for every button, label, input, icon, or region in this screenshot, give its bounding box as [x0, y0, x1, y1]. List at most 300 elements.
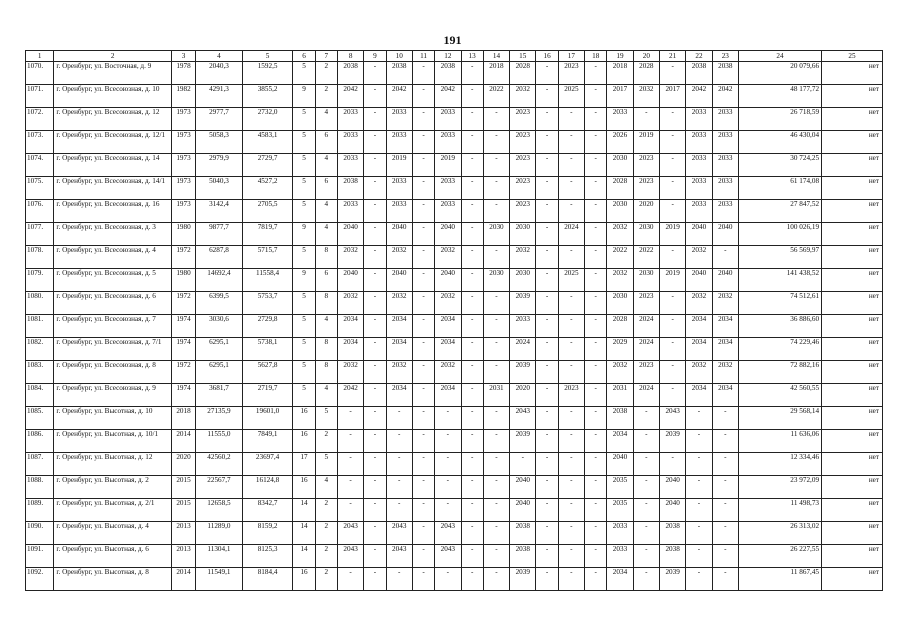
- cost-cell: 42 560,55: [738, 384, 821, 407]
- table-cell: 2032: [510, 85, 536, 108]
- table-cell: -: [536, 453, 558, 476]
- table-cell: -: [558, 407, 584, 430]
- table-cell: 2029: [607, 338, 633, 361]
- status-cell: нет: [822, 499, 883, 522]
- cost-cell: 48 177,72: [738, 85, 821, 108]
- table-cell: -: [412, 476, 434, 499]
- cost-cell: 74 229,46: [738, 338, 821, 361]
- table-cell: -: [536, 522, 558, 545]
- table-cell: -: [536, 223, 558, 246]
- table-cell: 5: [293, 292, 315, 315]
- address-cell: г. Оренбург, ул. Высотная, д. 2: [54, 476, 172, 499]
- table-cell: 11289,0: [196, 522, 243, 545]
- table-cell: -: [483, 108, 509, 131]
- table-cell: -: [461, 384, 483, 407]
- table-cell: -: [412, 177, 434, 200]
- table-cell: 1592,5: [242, 62, 293, 85]
- table-cell: 2040: [337, 269, 363, 292]
- table-cell: -: [585, 108, 607, 131]
- table-cell: 2024: [558, 223, 584, 246]
- table-cell: 5715,7: [242, 246, 293, 269]
- table-cell: -: [558, 430, 584, 453]
- status-cell: нет: [822, 223, 883, 246]
- address-cell: г. Оренбург, ул. Высотная, д. 8: [54, 568, 172, 591]
- table-cell: -: [712, 568, 738, 591]
- status-cell: нет: [822, 430, 883, 453]
- table-cell: -: [558, 154, 584, 177]
- row-number-cell: 1073.: [26, 131, 54, 154]
- table-cell: -: [536, 568, 558, 591]
- table-cell: -: [412, 108, 434, 131]
- table-cell: 2023: [510, 177, 536, 200]
- table-cell: -: [461, 131, 483, 154]
- table-cell: -: [585, 568, 607, 591]
- table-cell: -: [633, 108, 659, 131]
- table-cell: -: [536, 200, 558, 223]
- table-cell: -: [412, 430, 434, 453]
- table-cell: 2033: [712, 131, 738, 154]
- address-cell: г. Оренбург, ул. Высотная, д. 10: [54, 407, 172, 430]
- table-cell: 2028: [607, 315, 633, 338]
- table-cell: -: [633, 522, 659, 545]
- table-cell: 6: [315, 131, 337, 154]
- table-row: [26, 499, 883, 522]
- table-cell: -: [461, 522, 483, 545]
- cost-cell: 141 438,52: [738, 269, 821, 292]
- table-cell: -: [435, 407, 461, 430]
- table-row: [26, 108, 883, 131]
- table-cell: 2022: [607, 246, 633, 269]
- table-cell: 9: [293, 223, 315, 246]
- table-cell: -: [659, 154, 685, 177]
- address-cell: г. Оренбург, ул. Высотная, д. 4: [54, 522, 172, 545]
- address-cell: г. Оренбург, ул. Всесоюзная, д. 7: [54, 315, 172, 338]
- table-cell: 2023: [558, 62, 584, 85]
- table-cell: -: [364, 545, 386, 568]
- table-row: [26, 384, 883, 407]
- cost-cell: 26 227,55: [738, 545, 821, 568]
- table-cell: 2034: [337, 315, 363, 338]
- table-cell: 2034: [712, 315, 738, 338]
- table-cell: -: [364, 361, 386, 384]
- table-cell: 2034: [712, 338, 738, 361]
- column-header-1: 1: [26, 51, 54, 62]
- table-cell: -: [585, 246, 607, 269]
- status-cell: нет: [822, 246, 883, 269]
- table-cell: 2043: [386, 522, 412, 545]
- column-header-12: 12: [435, 51, 461, 62]
- table-cell: 2038: [510, 522, 536, 545]
- table-cell: 2032: [337, 292, 363, 315]
- table-cell: 2030: [607, 200, 633, 223]
- table-cell: -: [461, 269, 483, 292]
- table-cell: -: [435, 453, 461, 476]
- address-cell: г. Оренбург, ул. Всесоюзная, д. 14: [54, 154, 172, 177]
- table-cell: -: [633, 453, 659, 476]
- table-row: [26, 269, 883, 292]
- table-cell: 2028: [510, 62, 536, 85]
- table-body: [26, 62, 883, 591]
- table-cell: -: [558, 545, 584, 568]
- table-cell: -: [536, 154, 558, 177]
- row-number-cell: 1089.: [26, 499, 54, 522]
- column-header-11: 11: [412, 51, 434, 62]
- row-number-cell: 1086.: [26, 430, 54, 453]
- status-cell: нет: [822, 568, 883, 591]
- table-cell: 2034: [435, 338, 461, 361]
- table-cell: 2018: [607, 62, 633, 85]
- table-cell: 2034: [686, 315, 712, 338]
- table-cell: -: [461, 62, 483, 85]
- table-cell: -: [558, 292, 584, 315]
- table-cell: 1973: [171, 154, 195, 177]
- table-cell: -: [536, 315, 558, 338]
- table-cell: 2017: [607, 85, 633, 108]
- table-cell: -: [483, 246, 509, 269]
- address-cell: г. Оренбург, ул. Восточная, д. 9: [54, 62, 172, 85]
- column-number-row: [26, 51, 883, 62]
- status-cell: нет: [822, 269, 883, 292]
- table-cell: -: [461, 361, 483, 384]
- table-row: [26, 476, 883, 499]
- status-cell: нет: [822, 131, 883, 154]
- table-cell: 2028: [633, 62, 659, 85]
- table-cell: 8: [315, 292, 337, 315]
- cost-cell: 26 718,59: [738, 108, 821, 131]
- table-cell: 7849,1: [242, 430, 293, 453]
- table-cell: 2023: [633, 177, 659, 200]
- table-cell: -: [536, 407, 558, 430]
- table-cell: 5: [293, 62, 315, 85]
- table-cell: -: [536, 131, 558, 154]
- table-cell: 12658,5: [196, 499, 243, 522]
- table-cell: 2025: [558, 85, 584, 108]
- table-cell: 6399,5: [196, 292, 243, 315]
- table-cell: 2034: [712, 384, 738, 407]
- table-cell: 2023: [558, 384, 584, 407]
- table-cell: 2040: [712, 269, 738, 292]
- table-cell: 2032: [435, 246, 461, 269]
- table-cell: 2034: [386, 338, 412, 361]
- table-cell: 2030: [510, 269, 536, 292]
- table-cell: -: [712, 522, 738, 545]
- table-row: [26, 338, 883, 361]
- table-cell: -: [483, 292, 509, 315]
- table-cell: -: [558, 476, 584, 499]
- table-cell: 2030: [607, 154, 633, 177]
- table-cell: 2705,5: [242, 200, 293, 223]
- column-header-15: 15: [510, 51, 536, 62]
- table-cell: -: [364, 292, 386, 315]
- cost-cell: 23 972,09: [738, 476, 821, 499]
- table-cell: 2033: [607, 108, 633, 131]
- column-header-2: 2: [54, 51, 172, 62]
- table-cell: 2032: [633, 85, 659, 108]
- row-number-cell: 1081.: [26, 315, 54, 338]
- table-cell: -: [585, 499, 607, 522]
- table-cell: -: [461, 568, 483, 591]
- table-cell: -: [364, 338, 386, 361]
- table-cell: 2038: [337, 177, 363, 200]
- table-cell: -: [633, 430, 659, 453]
- column-header-17: 17: [558, 51, 584, 62]
- table-cell: 6: [315, 177, 337, 200]
- table-cell: -: [536, 545, 558, 568]
- table-cell: 2023: [510, 108, 536, 131]
- table-cell: 2034: [435, 315, 461, 338]
- table-cell: -: [686, 545, 712, 568]
- status-cell: нет: [822, 453, 883, 476]
- table-cell: -: [412, 384, 434, 407]
- table-cell: -: [483, 476, 509, 499]
- table-cell: 2017: [659, 85, 685, 108]
- table-cell: 2043: [435, 522, 461, 545]
- status-cell: нет: [822, 476, 883, 499]
- address-cell: г. Оренбург, ул. Всесоюзная, д. 7/1: [54, 338, 172, 361]
- table-cell: -: [633, 407, 659, 430]
- table-cell: 27135,9: [196, 407, 243, 430]
- table-cell: -: [558, 246, 584, 269]
- table-cell: 1973: [171, 200, 195, 223]
- table-cell: 1980: [171, 223, 195, 246]
- address-cell: г. Оренбург, ул. Высотная, д. 10/1: [54, 430, 172, 453]
- table-row: [26, 292, 883, 315]
- column-header-23: 23: [712, 51, 738, 62]
- table-cell: 2: [315, 430, 337, 453]
- table-cell: -: [364, 62, 386, 85]
- table-cell: 2019: [435, 154, 461, 177]
- status-cell: нет: [822, 108, 883, 131]
- column-header-20: 20: [633, 51, 659, 62]
- table-cell: -: [412, 200, 434, 223]
- table-cell: -: [483, 361, 509, 384]
- table-cell: 8342,7: [242, 499, 293, 522]
- table-cell: 11549,1: [196, 568, 243, 591]
- table-cell: -: [686, 476, 712, 499]
- row-number-cell: 1070.: [26, 62, 54, 85]
- table-cell: 2034: [386, 384, 412, 407]
- table-cell: 2034: [337, 338, 363, 361]
- table-cell: -: [461, 85, 483, 108]
- table-cell: 5: [293, 338, 315, 361]
- table-row: [26, 62, 883, 85]
- table-cell: -: [659, 246, 685, 269]
- table-cell: 11558,4: [242, 269, 293, 292]
- table-cell: 2: [315, 568, 337, 591]
- table-cell: 22567,7: [196, 476, 243, 499]
- register-table: [25, 50, 883, 591]
- table-cell: -: [585, 384, 607, 407]
- address-cell: г. Оренбург, ул. Всесоюзная, д. 16: [54, 200, 172, 223]
- table-cell: -: [337, 430, 363, 453]
- row-number-cell: 1080.: [26, 292, 54, 315]
- column-header-21: 21: [659, 51, 685, 62]
- address-cell: г. Оренбург, ул. Всесоюзная, д. 3: [54, 223, 172, 246]
- table-cell: 5: [315, 453, 337, 476]
- table-cell: -: [337, 407, 363, 430]
- table-cell: 1973: [171, 131, 195, 154]
- table-cell: 2033: [337, 200, 363, 223]
- status-cell: нет: [822, 177, 883, 200]
- table-cell: -: [364, 85, 386, 108]
- table-cell: 2032: [712, 361, 738, 384]
- table-cell: -: [483, 522, 509, 545]
- table-cell: 3142,4: [196, 200, 243, 223]
- table-cell: -: [536, 269, 558, 292]
- table-cell: 2028: [607, 177, 633, 200]
- table-cell: 2035: [607, 476, 633, 499]
- table-cell: 2018: [171, 407, 195, 430]
- table-cell: -: [483, 499, 509, 522]
- table-cell: 2040,3: [196, 62, 243, 85]
- cost-cell: 30 724,25: [738, 154, 821, 177]
- table-cell: 2026: [607, 131, 633, 154]
- table-cell: 2022: [483, 85, 509, 108]
- table-cell: 9: [293, 269, 315, 292]
- table-cell: 2032: [337, 361, 363, 384]
- table-cell: -: [461, 246, 483, 269]
- table-cell: 4: [315, 223, 337, 246]
- table-cell: 5: [315, 407, 337, 430]
- table-cell: -: [412, 338, 434, 361]
- table-cell: 2034: [386, 315, 412, 338]
- table-cell: 2033: [686, 154, 712, 177]
- column-header-19: 19: [607, 51, 633, 62]
- table-cell: 2032: [686, 292, 712, 315]
- table-cell: 2033: [435, 177, 461, 200]
- table-cell: -: [686, 430, 712, 453]
- table-cell: 2024: [633, 338, 659, 361]
- cost-cell: 27 847,52: [738, 200, 821, 223]
- table-cell: 2020: [510, 384, 536, 407]
- table-cell: 2: [315, 85, 337, 108]
- table-cell: 2038: [510, 545, 536, 568]
- table-cell: 2014: [171, 430, 195, 453]
- table-cell: -: [659, 131, 685, 154]
- table-cell: 16: [293, 568, 315, 591]
- address-cell: г. Оренбург, ул. Всесоюзная, д. 10: [54, 85, 172, 108]
- table-cell: -: [412, 522, 434, 545]
- table-cell: 2023: [633, 154, 659, 177]
- table-cell: 2032: [435, 361, 461, 384]
- table-cell: 2035: [607, 499, 633, 522]
- table-cell: 2042: [686, 85, 712, 108]
- table-cell: 2032: [686, 246, 712, 269]
- table-cell: -: [412, 269, 434, 292]
- table-cell: 2038: [686, 62, 712, 85]
- table-cell: -: [659, 453, 685, 476]
- table-cell: 2979,9: [196, 154, 243, 177]
- table-cell: 2: [315, 545, 337, 568]
- table-cell: -: [659, 338, 685, 361]
- table-cell: -: [337, 453, 363, 476]
- table-cell: 2033: [686, 200, 712, 223]
- table-cell: -: [412, 453, 434, 476]
- row-number-cell: 1079.: [26, 269, 54, 292]
- table-cell: -: [461, 476, 483, 499]
- table-cell: 14: [293, 499, 315, 522]
- table-cell: -: [337, 476, 363, 499]
- table-cell: 2032: [712, 292, 738, 315]
- table-cell: 2040: [686, 269, 712, 292]
- status-cell: нет: [822, 522, 883, 545]
- status-cell: нет: [822, 361, 883, 384]
- column-header-9: 9: [364, 51, 386, 62]
- cost-cell: 46 430,04: [738, 131, 821, 154]
- column-header-3: 3: [171, 51, 195, 62]
- table-cell: 2: [315, 499, 337, 522]
- table-cell: -: [686, 568, 712, 591]
- table-cell: 2038: [659, 545, 685, 568]
- table-cell: 11555,0: [196, 430, 243, 453]
- table-cell: -: [364, 476, 386, 499]
- table-cell: 1980: [171, 269, 195, 292]
- table-cell: 2039: [510, 292, 536, 315]
- table-cell: -: [558, 522, 584, 545]
- table-cell: -: [558, 200, 584, 223]
- table-cell: -: [412, 62, 434, 85]
- address-cell: г. Оренбург, ул. Высотная, д. 12: [54, 453, 172, 476]
- row-number-cell: 1087.: [26, 453, 54, 476]
- table-cell: -: [712, 453, 738, 476]
- table-cell: -: [558, 177, 584, 200]
- table-cell: 6295,1: [196, 338, 243, 361]
- address-cell: г. Оренбург, ул. Всесоюзная, д. 5: [54, 269, 172, 292]
- table-cell: 2040: [510, 476, 536, 499]
- table-cell: -: [461, 545, 483, 568]
- table-cell: 2031: [607, 384, 633, 407]
- table-cell: 2032: [607, 223, 633, 246]
- column-header-24: 24: [738, 51, 821, 62]
- row-number-cell: 1083.: [26, 361, 54, 384]
- table-cell: 9: [293, 85, 315, 108]
- table-cell: -: [386, 499, 412, 522]
- table-cell: -: [686, 453, 712, 476]
- table-cell: 2024: [633, 384, 659, 407]
- table-cell: 5627,8: [242, 361, 293, 384]
- table-cell: 2042: [337, 85, 363, 108]
- table-cell: -: [364, 384, 386, 407]
- column-header-16: 16: [536, 51, 558, 62]
- column-header-5: 5: [242, 51, 293, 62]
- table-cell: 4: [315, 384, 337, 407]
- table-cell: -: [585, 407, 607, 430]
- table-cell: 2033: [435, 108, 461, 131]
- table-cell: -: [536, 177, 558, 200]
- table-cell: 2040: [686, 223, 712, 246]
- table-cell: 42560,2: [196, 453, 243, 476]
- table-cell: -: [633, 545, 659, 568]
- table-cell: -: [483, 177, 509, 200]
- table-cell: -: [364, 246, 386, 269]
- table-cell: -: [536, 246, 558, 269]
- table-cell: 1972: [171, 246, 195, 269]
- table-cell: -: [412, 407, 434, 430]
- table-cell: 2023: [510, 131, 536, 154]
- table-cell: -: [712, 476, 738, 499]
- table-cell: -: [659, 62, 685, 85]
- status-cell: нет: [822, 85, 883, 108]
- table-cell: -: [435, 499, 461, 522]
- table-cell: 2023: [633, 292, 659, 315]
- address-cell: г. Оренбург, ул. Всесоюзная, д. 12/1: [54, 131, 172, 154]
- table-cell: 2025: [558, 269, 584, 292]
- table-cell: -: [461, 499, 483, 522]
- table-cell: -: [483, 131, 509, 154]
- table-cell: 5: [293, 361, 315, 384]
- table-cell: -: [412, 154, 434, 177]
- status-cell: нет: [822, 545, 883, 568]
